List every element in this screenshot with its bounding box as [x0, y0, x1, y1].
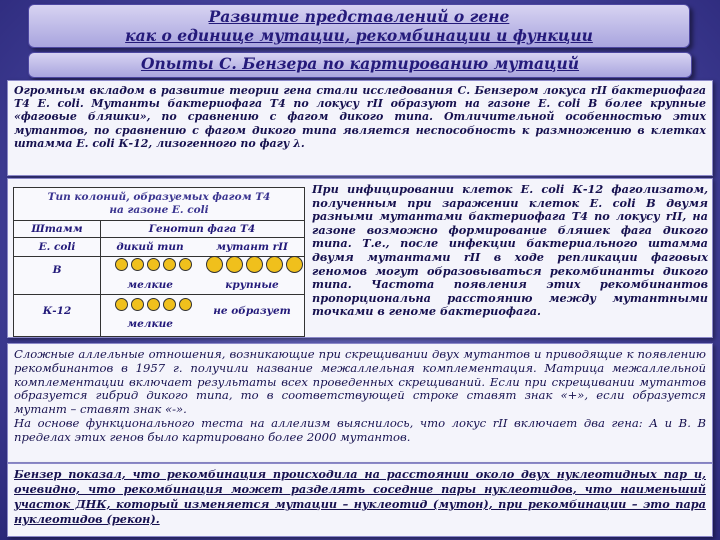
row-k12-mutant: не образует	[213, 305, 291, 317]
large-plaque-icon	[266, 256, 283, 273]
complementation-panel	[7, 343, 713, 463]
small-plaque-icon	[147, 258, 160, 271]
small-plaque-icon	[115, 298, 128, 311]
small-plaque-icon	[131, 298, 144, 311]
large-plaque-icon	[206, 256, 223, 273]
header-genotype: Генотип фага Т4	[148, 223, 256, 235]
mutant-plaques-large	[206, 256, 303, 273]
large-plaque-icon	[286, 256, 303, 273]
large-plaque-icon	[226, 256, 243, 273]
small-plaque-icon	[163, 258, 176, 271]
row-b-wild: мелкие	[127, 279, 173, 291]
small-plaque-icon	[163, 298, 176, 311]
header-strain: Штамм	[31, 223, 83, 235]
small-plaque-icon	[179, 298, 192, 311]
k12-wild-plaques-small	[115, 298, 192, 311]
slide-subtitle: Опыты С. Бензера по картированию мутаций	[28, 52, 692, 78]
subheader-wild-type: дикий тип	[116, 241, 184, 253]
slide-title	[28, 4, 690, 48]
intro-paragraph: Огромным вкладом в развитие теории гена стали исследования С. Бензером локуса rII бактериофага Т4 E. coli. Мутанты бактериофага Т4 по локусу rII образуют на газоне E. coli В более крупные «фаговые бляшки», по сравнению с фагом дикого типа. Отличительной особенностью этих мутантов, по сравнению с фагом дикого типа является неспособность к размножению в клетках штамма E. coli К-12, лизогенного по фагу λ.	[7, 80, 713, 176]
table-caption-line-1: Тип колоний, образуемых фагом Т4	[47, 191, 271, 203]
conclusion-paragraph: Бензер показал, что рекомбинация происходила на расстоянии около двух нуклеотидных пар и, очевидно, что рекомбинация может разделять соседние пары нуклеотидов, что наименьший участок ДНК, который изменяется мутации – нуклеотид (мутон), при рекомбинации – это пара нуклеотидов (рекон).	[7, 463, 713, 537]
small-plaque-icon	[179, 258, 192, 271]
row-strain-b: B	[52, 264, 62, 276]
table-divider	[14, 237, 304, 238]
small-plaque-icon	[131, 258, 144, 271]
title-line-1: Развитие представлений о гене	[208, 7, 510, 26]
middle-panel	[7, 178, 713, 338]
table-caption	[14, 191, 304, 217]
small-plaque-icon	[115, 258, 128, 271]
genes-paragraph: На основе функционального теста на аллелизм выяснилось, что локус rII включает два гена: А и В. В пределах этих генов было картировано более 2000 мутантов.	[14, 415, 706, 444]
title-line-2: как о единице мутации, рекомбинации и функции	[125, 26, 593, 45]
table-caption-line-2: на газоне E. coli	[109, 204, 209, 216]
row-strain-k12: К-12	[42, 305, 72, 317]
small-plaque-icon	[147, 298, 160, 311]
row-k12-wild: мелкие	[127, 318, 173, 330]
wild-plaques-small	[115, 258, 192, 271]
table-divider	[14, 294, 304, 295]
large-plaque-icon	[246, 256, 263, 273]
table-divider	[14, 220, 304, 221]
recombination-paragraph: При инфицировании клеток E. coli К-12 фаголизатом, полученным при заражении клеток E. coli В двумя разными мутантами бактериофага Т4 по локусу rII, на газоне возможно формирование бляшек фага дикого типа. Т.е., после инфекции бактериального штамма двумя мутантами rII в ходе репликации фаговых геномов могут образовываться рекомбинанты дикого типа. Частота появления этих рекомбинантов пропорциональна расстоянию между мутантными точками в геноме бактериофага.	[312, 182, 708, 319]
plaque-type-table	[13, 187, 305, 337]
complementation-paragraph: Сложные аллельные отношения, возникающие при скрещивании двух мутантов и приводящие к появлению рекомбинантов в 1957 г. получили название межаллельная комплементация. Матрица межаллельной комплементации включает результаты всех проведенных скрещиваний. Если при скрещивании мутантов образуется гибрид дикого типа, то в соответствующей строке ставят знак «+», если образуется мутант – ставят знак «-».	[14, 347, 706, 417]
subheader-mutant-rII: мутант rII	[216, 241, 288, 253]
row-b-mutant: крупные	[225, 279, 279, 291]
subheader-ecoli: E. coli	[38, 241, 76, 253]
